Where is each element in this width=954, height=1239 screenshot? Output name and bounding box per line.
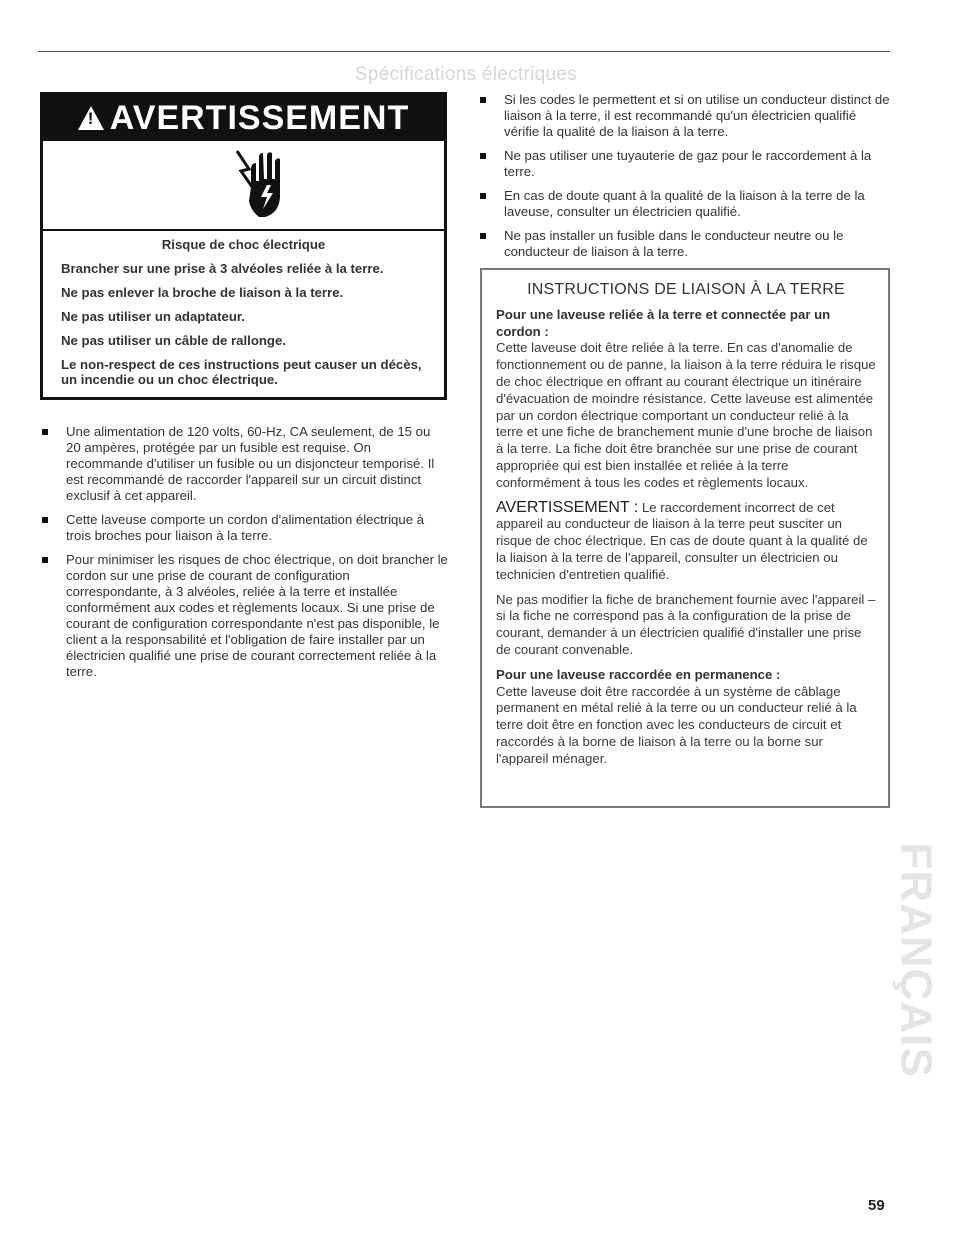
warning-triangle-icon: ! [78,106,104,130]
corded-text: Cette laveuse doit être reliée à la terre. En cas d'anomalie de fonctionnement ou de panne, la liaison à la terre réduira le risque de choc électrique en offrant au courant électrique un itinéraire d'évacuation de moindre résistance. Cette laveuse est alimentée par un cordon électrique comportant un conducteur relié à la terre et une fiche de branchement munie d'une broche de liaison à la terre. La fiche doit être branchée sur une prise de courant appropriée qui est bien installée et reliée à la terre conformément à tous les codes et règlements locaux. [496,340,876,490]
warning-line: Brancher sur une prise à 3 alvéoles reliée à la terre. [61,261,384,276]
left-bullet-list [40,424,448,688]
right-bullet-list [478,92,890,268]
permanent-text: Cette laveuse doit être raccordée à un système de câblage permanent en métal relié à la terre ou un conducteur relié à la terre doit être en fonction avec les conducteurs de circuit et raccordés à la borne de liaison à la terre ou la borne sur l'appareil ménager. [496,683,857,766]
page-number: 59 [868,1197,885,1214]
grounding-title: INSTRUCTIONS DE LIAISON À LA TERRE [527,281,845,298]
list-item: Cette laveuse comporte un cordon d'alimentation électrique à trois broches pour liaison à la terre. [40,512,448,544]
grounding-warning [496,500,876,584]
plug-text: Ne pas modifier la fiche de branchement fournie avec l'appareil – si la fiche ne correspond pas à la configuration de la prise de courant, demander à un électricien qualifié d'installer une prise de courant convenable. [496,591,876,657]
list-item: Ne pas utiliser une tuyauterie de gaz pour le raccordement à la terre. [478,148,890,180]
language-label: FRANÇAIS [892,842,942,1078]
grounding-warning-label: AVERTISSEMENT : [496,498,639,516]
grounding-instructions-box [480,268,890,808]
list-item: Une alimentation de 120 volts, 60-Hz, CA seulement, de 15 ou 20 ampères, protégée par un fusible est requise. On recommande d'utiliser un fusible ou un disjoncteur temporisé. Il est recommandé de raccorder l'appareil sur un circuit distinct exclusif à cet appareil. [40,424,448,504]
warning-text [43,231,444,387]
section-title: Spécifications électriques [354,64,578,85]
warning-line: Ne pas utiliser un câble de rallonge. [61,333,286,348]
list-item: En cas de doute quant à la qualité de la liaison à la terre de la laveuse, consulter un électricien qualifié. [478,188,890,220]
warning-line: Ne pas utiliser un adaptateur. [61,309,245,324]
warning-title: AVERTISSEMENT [109,98,410,137]
warning-line: Risque de choc électrique [161,237,326,252]
electric-shock-hazard-icon [233,147,289,223]
warning-box [40,92,447,400]
warning-header [43,95,444,141]
warning-line: Le non-respect de ces instructions peut causer un décès, un incendie ou un choc électrique. [61,357,422,387]
corded-heading: Pour une laveuse reliée à la terre et connectée par un cordon : [496,306,831,339]
list-item: Ne pas installer un fusible dans le conducteur neutre ou le conducteur de liaison à la terre. [478,228,890,260]
permanent-heading: Pour une laveuse raccordée en permanence : [496,666,781,682]
grounding-warning-text: Le raccordement incorrect de cet appareil au conducteur de liaison à la terre peut susciter un risque de choc électrique. En cas de doute quant à la qualité de la liaison à la terre de l'appareil, consulter un électricien ou technicien d'entretien qualifié. [496,499,868,582]
language-side-label [892,842,942,1078]
list-item: Pour minimiser les risques de choc électrique, on doit brancher le cordon sur une prise de courant de configuration correspondante, à 3 alvéoles, reliée à la terre et installée conformément aux codes et règlements locaux. Si une prise de courant de configuration correspondante n'est pas disponible, le client a la responsabilité et l'obligation de faire installer par un électricien qualifié une prise de courant correctement reliée à la terre. [40,552,448,680]
warning-line: Ne pas enlever la broche de liaison à la terre. [61,285,344,300]
top-rule [38,51,890,52]
list-item: Si les codes le permettent et si on utilise un conducteur distinct de liaison à la terre, il est recommandé qu'un électricien qualifié vérifie la qualité de la liaison à la terre. [478,92,890,140]
